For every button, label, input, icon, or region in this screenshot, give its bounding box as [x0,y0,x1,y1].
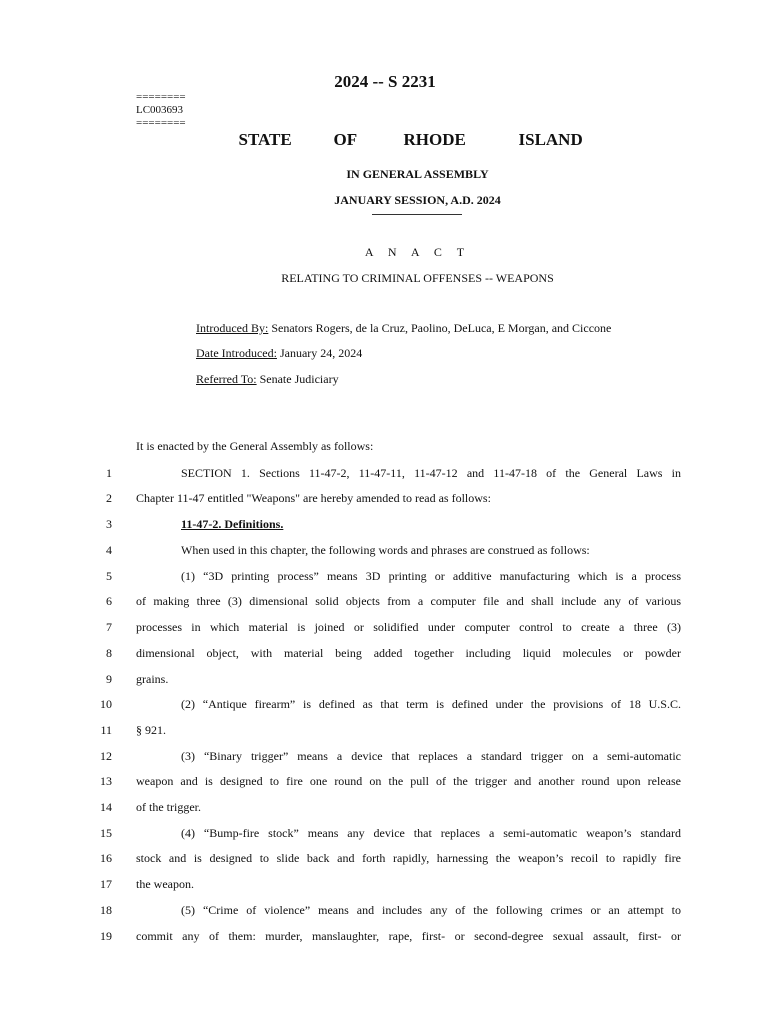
state-word: STATE [238,130,292,149]
line-number: 1 [106,466,112,480]
line-number: 10 [100,697,112,711]
equals-rule-bottom: ======== [136,117,186,129]
date-introduced-label: Date Introduced: [196,346,277,360]
body-line: § 921. [136,723,166,737]
introduced-by-value: Senators Rogers, de la Cruz, Paolino, DeLuca, E Morgan, and Ciccone [268,321,612,335]
state-word: RHODE [403,130,466,149]
lc-number: LC003693 [136,104,184,116]
assembly-heading: IN GENERAL ASSEMBLY [346,167,489,181]
line-number: 2 [106,491,112,505]
referred-to-label: Referred To: [196,372,257,386]
an-act-heading: A N A C T [364,245,471,259]
line-number: 7 [106,620,112,634]
state-word: ISLAND [518,130,583,149]
referred-to [196,372,339,387]
line-number: 9 [106,672,112,686]
line-number: 18 [100,903,112,917]
body-line: (2) “Antique firearm” is defined as that term is defined under the provisions of 18 U.S.C. [181,697,681,711]
referred-to-value: Senate Judiciary [256,372,339,386]
body-line: grains. [136,672,169,686]
line-number: 17 [100,877,112,891]
date-introduced-value: January 24, 2024 [276,346,363,360]
body-line: dimensional object, with material being added together including liquid molecules or powder [136,646,681,660]
session-heading: JANUARY SESSION, A.D. 2024 [334,193,501,207]
body-line: of making three (3) dimensional solid objects from a computer file and shall include any of various [136,594,681,608]
body-line: of the trigger. [136,800,201,814]
body-line: SECTION 1. Sections 11-47-2, 11-47-11, 11-47-12 and 11-47-18 of the General Laws in [181,466,681,480]
line-number: 13 [100,774,112,788]
body-line: (3) “Binary trigger” means a device that replaces a standard trigger on a semi-automatic [181,749,681,763]
bill-title: 2024 -- S 2231 [334,72,436,91]
body-line: stock and is designed to slide back and forth rapidly, harnessing the weapon’s recoil to rapidly fire [136,851,681,865]
line-number: 14 [100,800,112,814]
divider [372,214,462,215]
line-number: 19 [100,929,112,943]
line-number: 4 [106,543,112,557]
line-number: 16 [100,851,112,865]
body-line: When used in this chapter, the following words and phrases are construed as follows: [181,543,590,557]
body-line: (1) “3D printing process” means 3D printing or additive manufacturing which is a process [181,569,681,583]
state-word: OF [333,130,358,149]
body-line: (5) “Crime of violence” means and includes any of the following crimes or an attempt to [181,903,681,917]
body-line: Chapter 11-47 entitled "Weapons" are hereby amended to read as follows: [136,491,491,505]
body-line: processes in which material is joined or solidified under computer control to create a three (3) [136,620,681,634]
equals-rule-top: ======== [136,91,186,103]
section-heading: 11-47-2. Definitions. [181,517,284,531]
line-number: 8 [106,646,112,660]
body-line: weapon and is designed to fire one round on the pull of the trigger and another round upon release [136,774,681,788]
enacting-clause: It is enacted by the General Assembly as follows: [136,439,374,453]
line-number: 15 [100,826,112,840]
line-number: 6 [106,594,112,608]
line-number: 3 [106,517,112,531]
body-line: the weapon. [136,877,194,891]
line-number: 12 [100,749,112,763]
state-heading [0,130,770,150]
line-number: 5 [106,569,112,583]
introduced-by-label: Introduced By: [196,321,269,335]
introduced-by [196,321,611,336]
body-line: (4) “Bump-fire stock” means any device that replaces a semi-automatic weapon’s standard [181,826,681,840]
body-line: commit any of them: murder, manslaughter, rape, first- or second-degree sexual assault, first- or [136,929,681,943]
line-number: 11 [100,723,112,737]
relating-heading: RELATING TO CRIMINAL OFFENSES -- WEAPONS [281,271,554,285]
date-introduced [196,346,362,361]
